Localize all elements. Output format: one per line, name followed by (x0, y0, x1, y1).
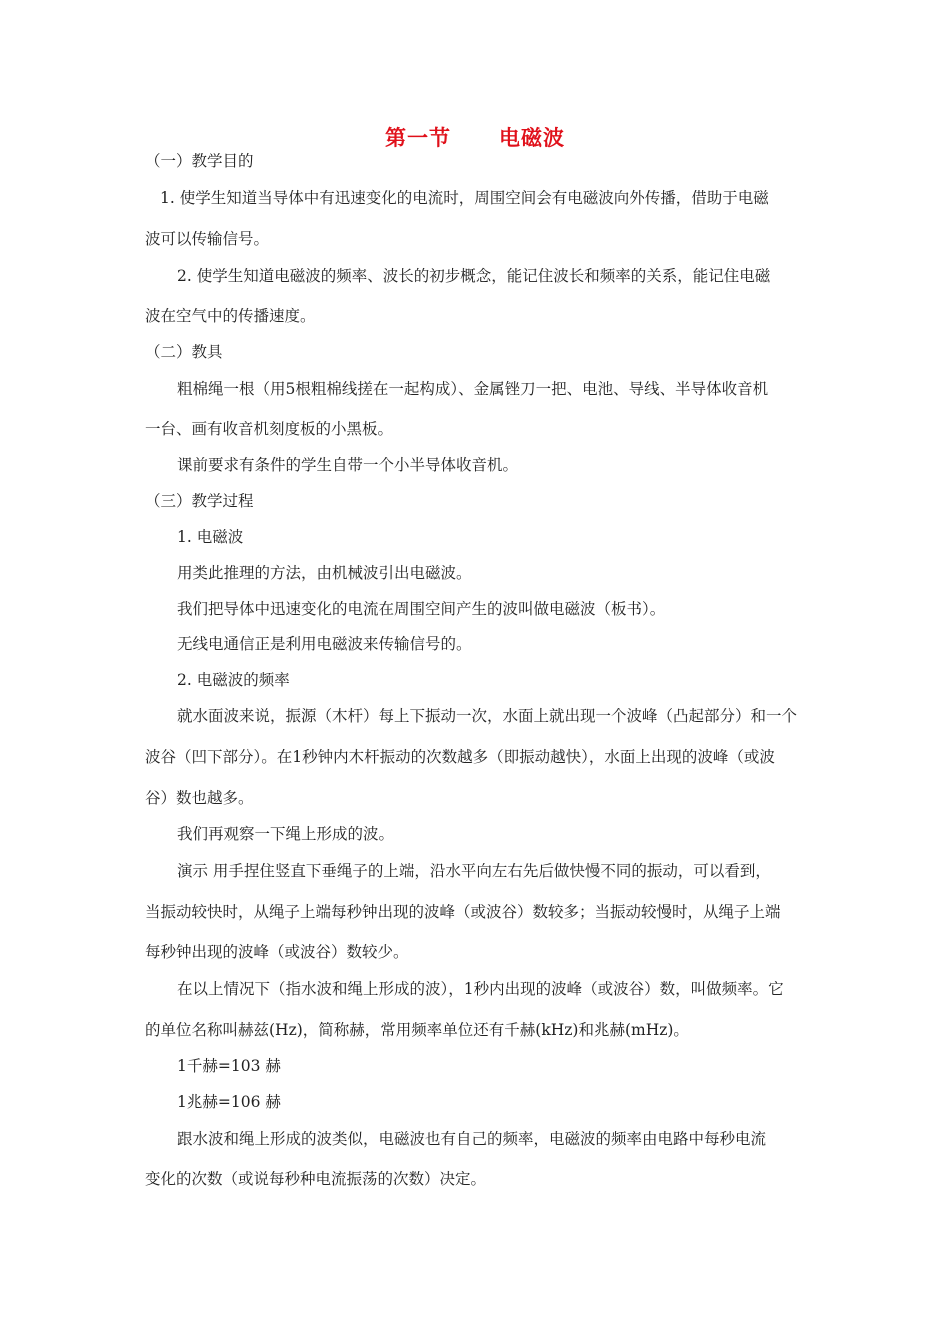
paragraph-line: 课前要求有条件的学生自带一个小半导体收音机。 (177, 456, 519, 474)
paragraph-line: 波谷（凹下部分）。在1秒钟内木杆振动的次数越多（即振动越快），水面上出现的波峰（或波 (145, 748, 775, 766)
paragraph-line: 用类此推理的方法，由机械波引出电磁波。 (177, 564, 472, 582)
paragraph-line: 2. 使学生知道电磁波的频率、波长的初步概念，能记住波长和频率的关系，能记住电磁 (177, 267, 771, 285)
paragraph-line: 当振动较快时，从绳子上端每秒钟出现的波峰（或波谷）数较多；当振动较慢时，从绳子上端 (145, 903, 781, 921)
paragraph-line: 就水面波来说，振源（木杆）每上下振动一次，水面上就出现一个波峰（凸起部分）和一个 (177, 707, 798, 725)
paragraph-line: 跟水波和绳上形成的波类似，电磁波也有自己的频率，电磁波的频率由电路中每秒电流 (177, 1130, 767, 1148)
paragraph-line: 1. 使学生知道当导体中有迅速变化的电流时，周围空间会有电磁波向外传播，借助于电磁 (160, 189, 769, 207)
paragraph-line: 谷）数也越多。 (145, 789, 254, 807)
paragraph-line: 在以上情况下（指水波和绳上形成的波），1秒内出现的波峰（或波谷）数，叫做频率。它 (177, 980, 784, 998)
subheading-em-frequency: 2. 电磁波的频率 (177, 671, 290, 689)
unit-conversion-khz: 1千赫=103 赫 (177, 1057, 281, 1075)
paragraph-line: 一台、画有收音机刻度板的小黑板。 (145, 420, 394, 438)
title-topic: 电磁波 (499, 126, 565, 150)
unit-conversion-mhz: 1兆赫=106 赫 (177, 1093, 281, 1111)
paragraph-line: 我们把导体中迅速变化的电流在周围空间产生的波叫做电磁波（板书）。 (177, 600, 666, 618)
heading-teaching-aids: （二）教具 (145, 343, 223, 361)
paragraph-line: 的单位名称叫赫兹(Hz)，简称赫，常用频率单位还有千赫(kHz)和兆赫(mHz)。 (145, 1021, 689, 1039)
heading-teaching-process: （三）教学过程 (145, 492, 254, 510)
paragraph-line: 粗棉绳一根（用5根粗棉线搓在一起构成）、金属锉刀一把、电池、导线、半导体收音机 (177, 380, 769, 398)
heading-teaching-goals: （一）教学目的 (145, 152, 254, 170)
paragraph-line: 变化的次数（或说每秒种电流振荡的次数）决定。 (145, 1170, 487, 1188)
paragraph-line: 每秒钟出现的波峰（或波谷）数较少。 (145, 943, 409, 961)
paragraph-line: 波在空气中的传播速度。 (145, 307, 316, 325)
paragraph-line: 我们再观察一下绳上形成的波。 (177, 825, 395, 843)
subheading-em-wave: 1. 电磁波 (177, 528, 244, 546)
paragraph-line: 无线电通信正是利用电磁波来传输信号的。 (177, 635, 472, 653)
paragraph-line: 波可以传输信号。 (145, 230, 270, 248)
page-title (0, 122, 950, 152)
title-section-number: 第一节 (385, 126, 451, 150)
paragraph-line: 演示 用手捏住竖直下垂绳子的上端，沿水平向左右先后做快慢不同的振动，可以看到， (177, 862, 771, 880)
